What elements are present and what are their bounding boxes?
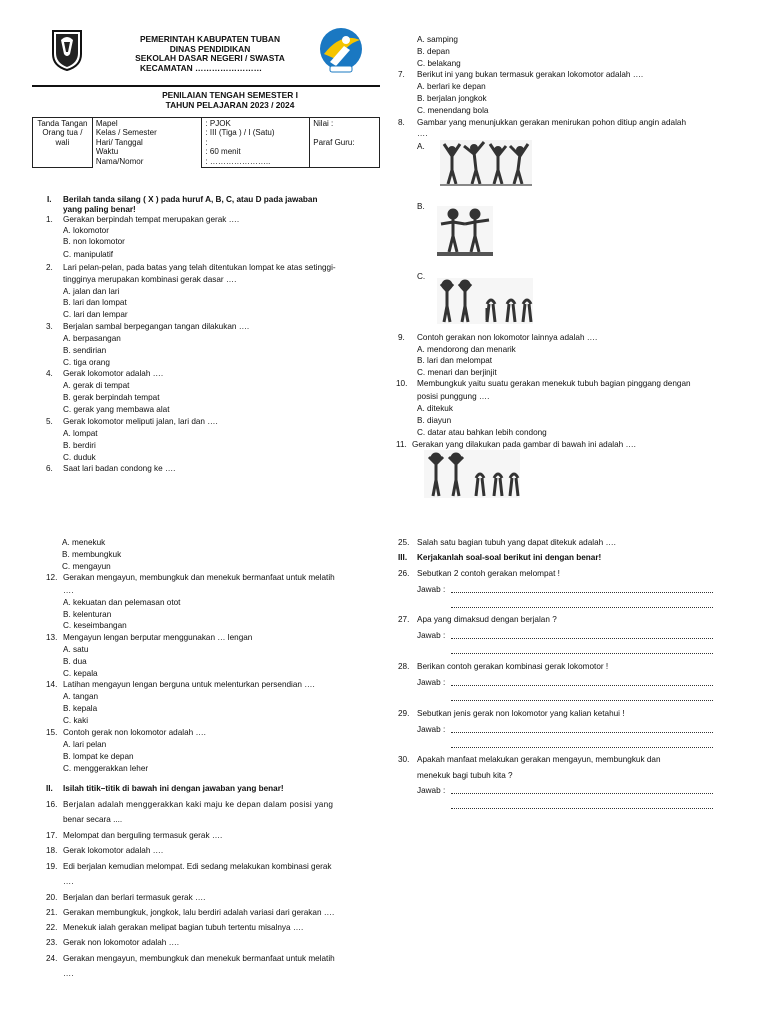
- q28-answer-line-2[interactable]: [451, 700, 713, 701]
- q11-number: 11.: [396, 440, 407, 449]
- q8-figure-c-illustration: [437, 278, 533, 324]
- q18-text: Gerak lokomotor adalah ….: [63, 846, 164, 855]
- q11-option-a: A. menekuk: [62, 538, 106, 547]
- info-values: : PJOK : III (Tiga ) / I (Satu) : : 60 menit : …………………..: [202, 118, 310, 168]
- q5-option-a: A. lompat: [63, 429, 98, 438]
- q27-answer-line-1[interactable]: [451, 638, 713, 639]
- q17-number: 17.: [46, 831, 58, 840]
- q7-number: 7.: [398, 70, 405, 79]
- q10-option-c: C. datar atau bahkan lebih condong: [417, 428, 547, 437]
- exam-title-line-2: TAHUN PELAJARAN 2023 / 2024: [165, 99, 295, 110]
- header-line-4: KECAMATAN ……………………: [140, 62, 263, 73]
- header-line-2: DINAS PENDIDIKAN: [169, 43, 251, 54]
- q19-text-2: ….: [63, 877, 74, 886]
- q21-number: 21.: [46, 908, 58, 917]
- q7-option-a: A. berlari ke depan: [417, 82, 486, 91]
- q20-number: 20.: [46, 893, 58, 902]
- q13-text: Mengayun lengan berputar menggunakan … lengan: [63, 633, 253, 642]
- q8-option-a: A.: [417, 142, 425, 151]
- q29-answer-label: Jawab :: [417, 725, 446, 734]
- q24-number: 24.: [46, 954, 58, 963]
- q29-answer-line-2[interactable]: [451, 747, 713, 748]
- q5-number: 5.: [46, 417, 53, 426]
- q15-option-a: A. lari pelan: [63, 740, 107, 749]
- q1-text: Gerakan berpindah tempat merupakan gerak ….: [63, 215, 240, 224]
- header-divider: [32, 85, 380, 87]
- q6-option-a: A. samping: [417, 35, 458, 44]
- q2-number: 2.: [46, 263, 53, 272]
- q5-option-c: C. duduk: [63, 453, 96, 462]
- q24-text: Gerakan mengayun, membungkuk dan menekuk bermanfaat untuk melatih: [63, 954, 335, 963]
- q8-option-c: C.: [417, 272, 426, 281]
- q8-number: 8.: [398, 118, 405, 127]
- info-labels: Mapel Kelas / Semester Hari/ Tanggal Waktu Nama/Nomor: [92, 118, 202, 168]
- q2-option-b: B. lari dan lompat: [63, 298, 127, 307]
- q10-number: 10.: [396, 379, 408, 388]
- q1-number: 1.: [46, 215, 53, 224]
- section-1-instruction-2: yang paling benar!: [63, 205, 136, 214]
- q13-option-b: B. dua: [63, 657, 87, 666]
- q9-option-a: A. mendorong dan menarik: [417, 345, 516, 354]
- exam-title-line-1: PENILAIAN TENGAH SEMESTER I: [162, 90, 298, 100]
- q12-option-b: B. kelenturan: [63, 610, 112, 619]
- q16-text-2: benar secara ....: [63, 815, 123, 824]
- q28-number: 28.: [398, 662, 410, 671]
- q14-option-b: B. kepala: [63, 704, 98, 713]
- q25-text: Salah satu bagian tubuh yang dapat ditekuk adalah ….: [417, 538, 616, 547]
- section-3-instruction: Kerjakanlah soal-soal berikut ini dengan benar!: [417, 553, 602, 562]
- q12-text-2: ….: [63, 586, 74, 595]
- q13-option-a: A. satu: [63, 645, 89, 654]
- q25-number: 25.: [398, 538, 410, 547]
- exam-title: [130, 91, 330, 110]
- q11-text: Gerakan yang dilakukan pada gambar di bawah ini adalah ….: [412, 440, 636, 449]
- q9-text: Contoh gerakan non lokomotor lainnya adalah ….: [417, 333, 598, 342]
- institution-header: [110, 35, 310, 73]
- q4-option-b: B. gerak berpindah tempat: [63, 393, 160, 402]
- q4-option-c: C. gerak yang membawa alat: [63, 405, 170, 414]
- q6-text: Saat lari badan condong ke ….: [63, 464, 176, 473]
- q21-text: Gerakan membungkuk, jongkok, lalu berdiri adalah variasi dari gerakan ….: [63, 908, 335, 917]
- q15-option-c: C. menggerakkan leher: [63, 764, 149, 773]
- q8-figure-b-illustration: [437, 206, 493, 256]
- section-1-number: I.: [47, 195, 52, 204]
- q10-option-b: B. diayun: [417, 416, 452, 425]
- section-1-instruction: Berilah tanda silang ( X ) pada huruf A, B, C, atau D pada jawaban: [63, 195, 318, 204]
- q2-text: Lari pelan-pelan, pada batas yang telah ditentukan lompat ke atas setinggi-: [63, 263, 336, 272]
- q7-option-c: C. menendang bola: [417, 106, 489, 115]
- q8-text: Gambar yang menunjukkan gerakan menirukan pohon ditiup angin adalah: [417, 118, 687, 127]
- q22-text: Menekuk ialah gerakan melipat bagian tubuh tertentu misalnya ….: [63, 923, 304, 932]
- q1-option-c: C. manipulatif: [63, 250, 114, 259]
- q2-option-c: C. lari dan lempar: [63, 310, 128, 319]
- q4-number: 4.: [46, 369, 53, 378]
- q3-option-a: A. berpasangan: [63, 334, 121, 343]
- q19-number: 19.: [46, 862, 58, 871]
- q20-text: Berjalan dan berlari termasuk gerak ….: [63, 893, 206, 902]
- q22-number: 22.: [46, 923, 58, 932]
- section-2-instruction: Isilah titik–titik di bawah ini dengan jawaban yang benar!: [63, 784, 284, 793]
- q16-number: 16.: [46, 800, 58, 809]
- q26-answer-line-1[interactable]: [451, 592, 713, 593]
- q28-answer-line-1[interactable]: [451, 685, 713, 686]
- q8-option-b: B.: [417, 202, 425, 211]
- q27-number: 27.: [398, 615, 410, 624]
- q26-answer-label: Jawab :: [417, 585, 446, 594]
- q26-answer-line-2[interactable]: [451, 607, 713, 608]
- q9-option-c: C. menari dan berjinjit: [417, 368, 497, 377]
- parent-signature-cell: Tanda Tangan Orang tua / wali: [33, 118, 93, 168]
- section-3-number: III.: [398, 553, 408, 562]
- q10-text: Membungkuk yaitu suatu gerakan menekuk tubuh bagian pinggang dengan: [417, 379, 691, 388]
- q29-answer-line-1[interactable]: [451, 732, 713, 733]
- q12-number: 12.: [46, 573, 58, 582]
- q7-text: Berikut ini yang bukan termasuk gerakan lokomotor adalah ….: [417, 70, 644, 79]
- q4-text: Gerak lokomotor adalah ….: [63, 369, 164, 378]
- q15-option-b: B. lompat ke depan: [63, 752, 134, 761]
- q6-number: 6.: [46, 464, 53, 473]
- q30-number: 30.: [398, 755, 410, 764]
- regency-logo: [50, 28, 84, 72]
- q26-number: 26.: [398, 569, 410, 578]
- q24-text-2: ….: [63, 969, 74, 978]
- q12-option-a: A. kekuatan dan pelemasan otot: [63, 598, 181, 607]
- q4-option-a: A. gerak di tempat: [63, 381, 130, 390]
- q28-text: Berikan contoh gerakan kombinasi gerak lokomotor !: [417, 662, 609, 671]
- q16-text: Berjalan adalah menggerakkan kaki maju ke depan dalam posisi yang: [63, 800, 334, 809]
- q30-answer-line-2[interactable]: [451, 808, 713, 809]
- q12-text: Gerakan mengayun, membungkuk dan menekuk bermanfaat untuk melatih: [63, 573, 335, 582]
- q2-text-2: tingginya merupakan kombinasi gerak dasar ….: [63, 275, 237, 284]
- q1-option-b: B. non lokomotor: [63, 237, 125, 246]
- q2-option-a: A. jalan dan lari: [63, 287, 120, 296]
- q30-text-2: menekuk bagi tubuh kita ?: [417, 771, 513, 780]
- q23-text: Gerak non lokomotor adalah ….: [63, 938, 180, 947]
- q6-option-b: B. depan: [417, 47, 450, 56]
- q7-option-b: B. berjalan jongkok: [417, 94, 487, 103]
- q18-number: 18.: [46, 846, 58, 855]
- q29-text: Sebutkan jenis gerak non lokomotor yang kalian ketahui !: [417, 709, 625, 718]
- q8-figure-a-illustration: [440, 140, 532, 186]
- q3-number: 3.: [46, 322, 53, 331]
- q3-option-c: C. tiga orang: [63, 358, 110, 367]
- q27-text: Apa yang dimaksud dengan berjalan ?: [417, 615, 557, 624]
- q28-answer-label: Jawab :: [417, 678, 446, 687]
- q5-option-b: B. berdiri: [63, 441, 96, 450]
- q8-text-2: ….: [417, 129, 428, 138]
- q14-text: Latihan mengayun lengan berguna untuk melenturkan persendian ….: [63, 680, 315, 689]
- q19-text: Edi berjalan kemudian melompat. Edi sedang melakukan kombinasi gerak: [63, 862, 332, 871]
- q9-option-b: B. lari dan melompat: [417, 356, 493, 365]
- q3-option-b: B. sendirian: [63, 346, 107, 355]
- q12-option-c: C. keseimbangan: [63, 621, 127, 630]
- q29-number: 29.: [398, 709, 410, 718]
- q15-number: 15.: [46, 728, 58, 737]
- q27-answer-line-2[interactable]: [451, 653, 713, 654]
- q30-answer-line-1[interactable]: [451, 793, 713, 794]
- q14-option-c: C. kaki: [63, 716, 89, 725]
- q6-option-c: C. belakang: [417, 59, 461, 68]
- header-line-3: SEKOLAH DASAR NEGERI / SWASTA: [135, 53, 285, 63]
- q15-text: Contoh gerak non lokomotor adalah ….: [63, 728, 206, 737]
- q11-option-c: C. mengayun: [62, 562, 111, 571]
- q30-answer-label: Jawab :: [417, 786, 446, 795]
- header-line-1: PEMERINTAH KABUPATEN TUBAN: [139, 34, 281, 44]
- q30-text: Apakah manfaat melakukan gerakan mengayun, membungkuk dan: [417, 755, 661, 764]
- q11-option-b: B. membungkuk: [62, 550, 122, 559]
- score-cell: Nilai : Paraf Guru:: [310, 118, 380, 168]
- q10-option-a: A. ditekuk: [417, 404, 453, 413]
- q27-answer-label: Jawab :: [417, 631, 446, 640]
- q3-text: Berjalan sambal berpegangan tangan dilakukan ….: [63, 322, 250, 331]
- section-2-number: II.: [46, 784, 53, 793]
- tut-wuri-logo: [316, 26, 366, 74]
- q10-text-2: posisi punggung ….: [417, 392, 490, 401]
- q14-option-a: A. tangan: [63, 692, 99, 701]
- q1-option-a: A. lokomotor: [63, 226, 109, 235]
- q9-number: 9.: [398, 333, 405, 342]
- q26-text: Sebutkan 2 contoh gerakan melompat !: [417, 569, 560, 578]
- q5-text: Gerak lokomotor meliputi jalan, lari dan ….: [63, 417, 218, 426]
- q14-number: 14.: [46, 680, 58, 689]
- student-info-table: [32, 117, 380, 168]
- q13-option-c: C. kepala: [63, 669, 98, 678]
- q11-figure-illustration: [424, 450, 520, 498]
- q23-number: 23.: [46, 938, 58, 947]
- q17-text: Melompat dan berguling termasuk gerak ….: [63, 831, 223, 840]
- q13-number: 13.: [46, 633, 58, 642]
